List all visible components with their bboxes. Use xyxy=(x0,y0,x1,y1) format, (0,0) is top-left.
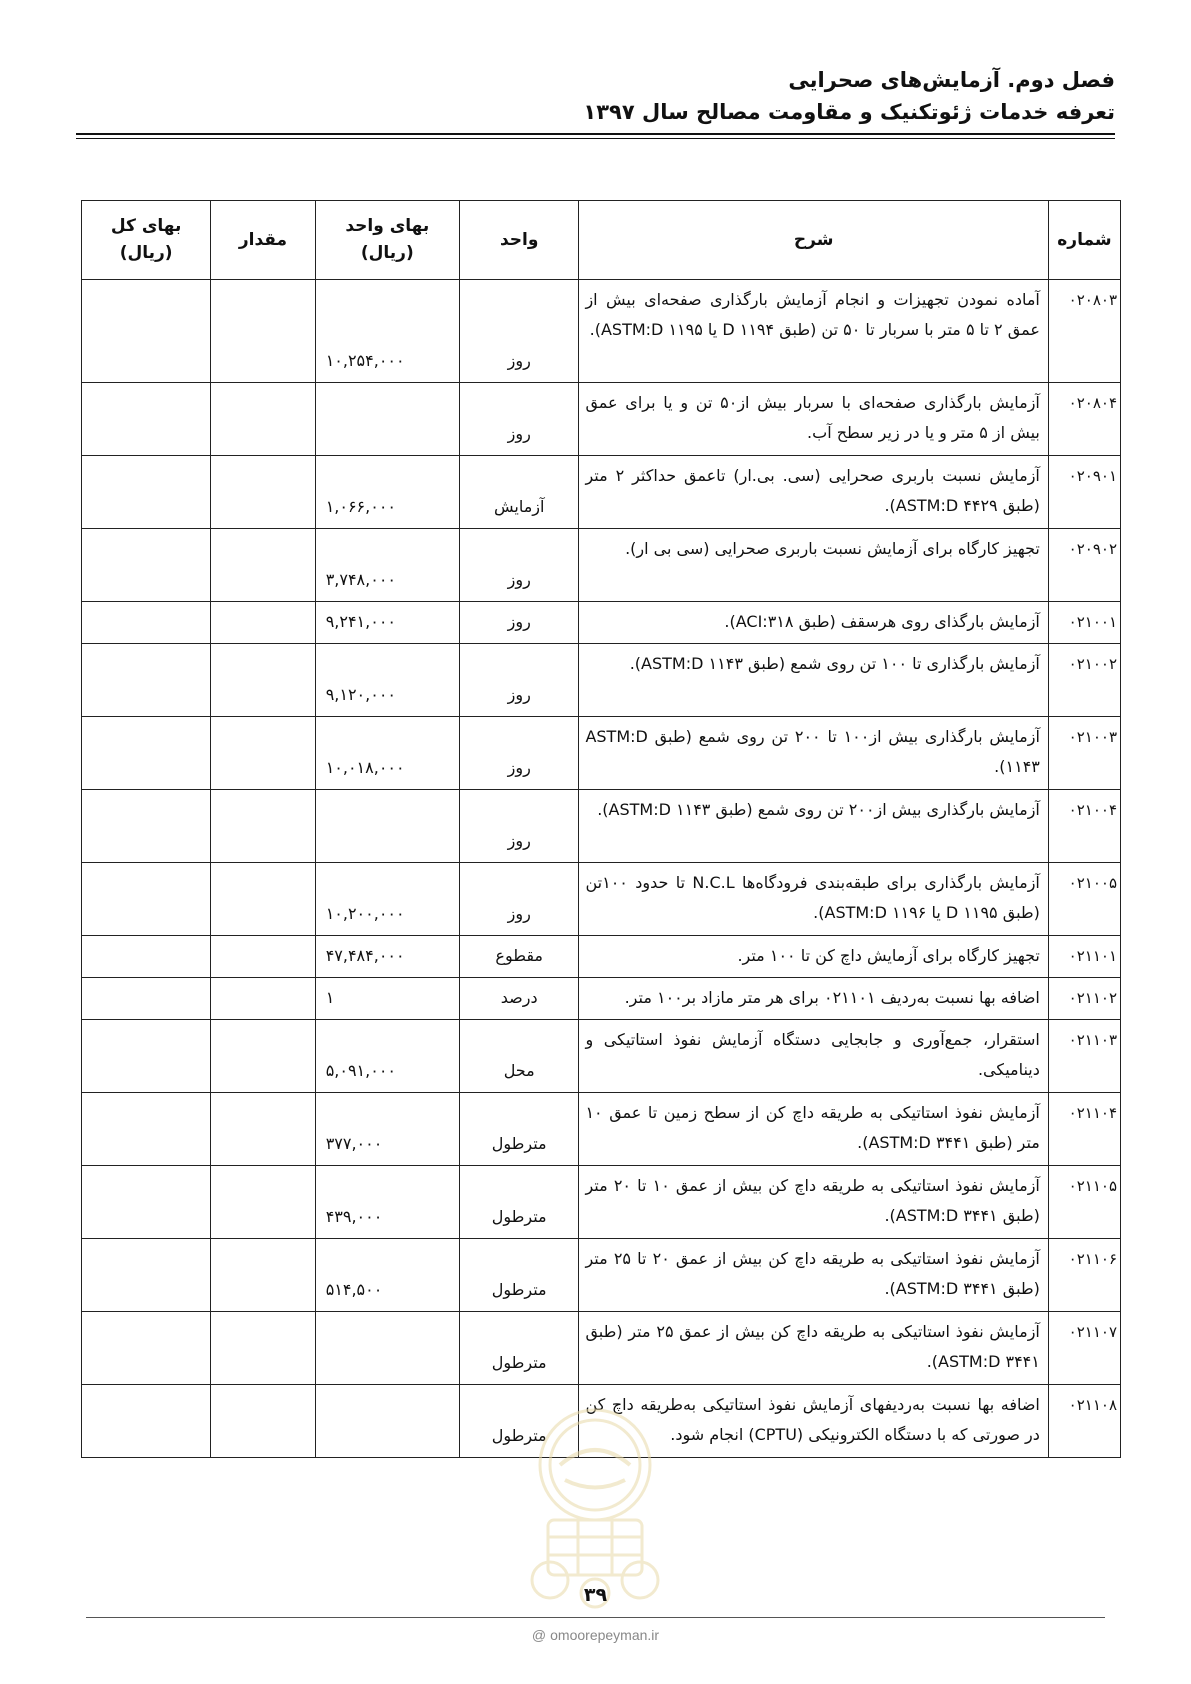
item-unit: روز xyxy=(459,529,579,602)
item-code: ۰۲۱۱۰۵ xyxy=(1048,1166,1120,1239)
item-quantity xyxy=(211,863,315,936)
item-description: آزمایش بارگذاری بیش از۲۰۰ تن روی شمع (طبق ۱۱۴۳ ASTM:D). xyxy=(579,790,1048,863)
item-code: ۰۲۱۱۰۴ xyxy=(1048,1093,1120,1166)
item-quantity xyxy=(211,936,315,978)
item-description: آزمایش نفوذ استاتیکی به طریقه داچ کن بیش از عمق ۲۰ تا ۲۵ متر (طبق ASTM:D ۳۴۴۱). xyxy=(579,1239,1048,1312)
page-header xyxy=(76,64,1115,128)
item-quantity xyxy=(211,280,315,383)
at-icon: @ xyxy=(531,1627,547,1643)
column-header-quantity: مقدار xyxy=(211,201,315,280)
table-row xyxy=(82,1239,1121,1312)
item-code: ۰۲۱۰۰۵ xyxy=(1048,863,1120,936)
column-header-unit: واحد xyxy=(459,201,579,280)
header-rule-thin xyxy=(76,138,1115,139)
item-quantity xyxy=(211,1093,315,1166)
item-unit-price xyxy=(315,790,459,863)
item-description: آزمایش بارگذای روی هرسقف (طبق ACI:۳۱۸). xyxy=(579,602,1048,644)
item-unit: درصد xyxy=(459,978,579,1020)
gear-seal-watermark-icon xyxy=(520,1405,670,1610)
column-header-description: شرح xyxy=(579,201,1048,280)
table-header-row xyxy=(82,201,1121,280)
item-total-price xyxy=(82,863,211,936)
unit-price-label: بهای واحد xyxy=(345,216,430,236)
table-row xyxy=(82,602,1121,644)
item-total-price xyxy=(82,383,211,456)
item-total-price xyxy=(82,1312,211,1385)
item-unit-price: ۵۱۴,۵۰۰ xyxy=(315,1239,459,1312)
item-unit: مترطول xyxy=(459,1239,579,1312)
item-description: آزمایش بارگذاری بیش از۱۰۰ تا ۲۰۰ تن روی شمع (طبق ASTM:D ۱۱۴۳). xyxy=(579,717,1048,790)
chapter-title: فصل دوم. آزمایش‌های صحرایی xyxy=(788,68,1115,92)
item-unit: محل xyxy=(459,1020,579,1093)
item-unit: مترطول xyxy=(459,1166,579,1239)
item-total-price xyxy=(82,1166,211,1239)
item-unit: روز xyxy=(459,383,579,456)
table-row xyxy=(82,383,1121,456)
item-quantity xyxy=(211,978,315,1020)
column-header-code: شماره xyxy=(1048,201,1120,280)
item-total-price xyxy=(82,717,211,790)
table-row xyxy=(82,644,1121,717)
header-rule-thick xyxy=(76,133,1115,135)
item-unit-price: ۱ xyxy=(315,978,459,1020)
item-description: آزمایش بارگذاری صفحه‌ای با سربار بیش از۵۰ تن و یا برای عمق بیش از ۵ متر و یا در زیر سطح آب. xyxy=(579,383,1048,456)
item-description: آزمایش بارگذاری برای طبقه‌بندی فرودگاه‌ها N.C.L تا حدود ۱۰۰تن (طبق D ۱۱۹۵ یا ۱۱۹۶ ASTM:D). xyxy=(579,863,1048,936)
item-unit-price: ۴۳۹,۰۰۰ xyxy=(315,1166,459,1239)
item-total-price xyxy=(82,790,211,863)
item-total-price xyxy=(82,936,211,978)
item-unit: روز xyxy=(459,280,579,383)
item-quantity xyxy=(211,644,315,717)
item-quantity xyxy=(211,1166,315,1239)
item-unit-price: ۳,۷۴۸,۰۰۰ xyxy=(315,529,459,602)
item-unit-price: ۳۷۷,۰۰۰ xyxy=(315,1093,459,1166)
item-code: ۰۲۰۸۰۳ xyxy=(1048,280,1120,383)
item-description: اضافه بها نسبت به‌ردیفهای آزمایش نفوذ استاتیکی به‌طریقه داچ کن در صورتی که با دستگاه الکترونیکی (CPTU) انجام شود. xyxy=(579,1385,1048,1458)
item-description: آزمایش نفوذ استاتیکی به طریقه داچ کن بیش از عمق ۲۵ متر (طبق ASTM:D ۳۴۴۱). xyxy=(579,1312,1048,1385)
item-total-price xyxy=(82,1020,211,1093)
table-row xyxy=(82,1166,1121,1239)
item-unit: روز xyxy=(459,602,579,644)
item-total-price xyxy=(82,1385,211,1458)
item-unit-price xyxy=(315,1312,459,1385)
item-total-price xyxy=(82,1239,211,1312)
footer-rule xyxy=(86,1617,1105,1618)
item-code: ۰۲۱۰۰۲ xyxy=(1048,644,1120,717)
item-code: ۰۲۱۰۰۱ xyxy=(1048,602,1120,644)
item-code: ۰۲۱۱۰۳ xyxy=(1048,1020,1120,1093)
table-row xyxy=(82,1093,1121,1166)
item-code: ۰۲۰۹۰۲ xyxy=(1048,529,1120,602)
item-quantity xyxy=(211,1239,315,1312)
item-unit-price: ۱۰,۲۰۰,۰۰۰ xyxy=(315,863,459,936)
table-row xyxy=(82,790,1121,863)
page-number: ۳۹ xyxy=(583,1584,608,1606)
item-quantity xyxy=(211,1312,315,1385)
item-total-price xyxy=(82,644,211,717)
item-unit-price: ۹,۱۲۰,۰۰۰ xyxy=(315,644,459,717)
table-row xyxy=(82,529,1121,602)
item-quantity xyxy=(211,1020,315,1093)
unit-price-currency: (ریال) xyxy=(360,243,414,263)
item-description: استقرار، جمع‌آوری و جابجایی دستگاه آزمایش نفوذ استاتیکی و دینامیکی. xyxy=(579,1020,1048,1093)
table-body xyxy=(82,280,1121,1458)
item-unit: مترطول xyxy=(459,1093,579,1166)
item-unit: مقطوع xyxy=(459,936,579,978)
item-quantity xyxy=(211,602,315,644)
website-footer xyxy=(0,1627,1191,1643)
item-description: آزمایش بارگذاری تا ۱۰۰ تن روی شمع (طبق ۱۱۴۳ ASTM:D). xyxy=(579,644,1048,717)
item-total-price xyxy=(82,978,211,1020)
item-unit-price: ۱۰,۰۱۸,۰۰۰ xyxy=(315,717,459,790)
book-title: تعرفه خدمات ژئوتکنیک و مقاومت مصالح سال ۱۳۹۷ xyxy=(583,100,1115,124)
item-unit-price xyxy=(315,383,459,456)
table-row xyxy=(82,936,1121,978)
item-code: ۰۲۱۱۰۱ xyxy=(1048,936,1120,978)
table-row xyxy=(82,1020,1121,1093)
item-code: ۰۲۱۱۰۷ xyxy=(1048,1312,1120,1385)
item-total-price xyxy=(82,280,211,383)
column-header-unit-price xyxy=(315,201,459,280)
table-row xyxy=(82,863,1121,936)
website-url: omoorepeyman.ir xyxy=(550,1627,660,1643)
item-code: ۰۲۱۱۰۶ xyxy=(1048,1239,1120,1312)
item-code: ۰۲۰۹۰۱ xyxy=(1048,456,1120,529)
item-description: آزمایش نفوذ استاتیکی به طریقه داچ کن از سطح زمین تا عمق ۱۰ متر (طبق ASTM:D ۳۴۴۱). xyxy=(579,1093,1048,1166)
item-unit-price: ۱۰,۲۵۴,۰۰۰ xyxy=(315,280,459,383)
item-unit-price: ۹,۲۴۱,۰۰۰ xyxy=(315,602,459,644)
item-description: آماده نمودن تجهیزات و انجام آزمایش بارگذاری صفحه‌ای بیش از عمق ۲ تا ۵ متر با سربار تا ۵۰ تن (طبق D ۱۱۹۴ یا ۱۱۹۵ ASTM:D). xyxy=(579,280,1048,383)
item-quantity xyxy=(211,790,315,863)
item-total-price xyxy=(82,602,211,644)
item-unit: روز xyxy=(459,863,579,936)
item-quantity xyxy=(211,383,315,456)
item-description: اضافه بها نسبت به‌ردیف ۰۲۱۱۰۱ برای هر متر مازاد بر۱۰۰ متر. xyxy=(579,978,1048,1020)
item-quantity xyxy=(211,529,315,602)
item-total-price xyxy=(82,529,211,602)
table-row xyxy=(82,280,1121,383)
item-quantity xyxy=(211,456,315,529)
item-description: آزمایش نسبت باربری صحرایی (سی. بی.ار) تاعمق حداکثر ۲ متر (طبق ASTM:D ۴۴۲۹). xyxy=(579,456,1048,529)
table-row xyxy=(82,1312,1121,1385)
item-unit: روز xyxy=(459,717,579,790)
item-code: ۰۲۱۱۰۸ xyxy=(1048,1385,1120,1458)
item-code: ۰۲۱۰۰۳ xyxy=(1048,717,1120,790)
tariff-table xyxy=(81,200,1121,1458)
table-row xyxy=(82,717,1121,790)
item-total-price xyxy=(82,456,211,529)
item-description: تجهیز کارگاه برای آزمایش نسبت باربری صحرایی (سی بی ار). xyxy=(579,529,1048,602)
item-unit-price: ۵,۰۹۱,۰۰۰ xyxy=(315,1020,459,1093)
table-row xyxy=(82,456,1121,529)
item-quantity xyxy=(211,717,315,790)
item-unit: آزمایش xyxy=(459,456,579,529)
item-unit: روز xyxy=(459,790,579,863)
column-header-total-price: بهای کل (ریال) xyxy=(82,201,211,280)
item-description: آزمایش نفوذ استاتیکی به طریقه داچ کن بیش از عمق ۱۰ تا ۲۰ متر (طبق ASTM:D ۳۴۴۱). xyxy=(579,1166,1048,1239)
item-code: ۰۲۱۱۰۲ xyxy=(1048,978,1120,1020)
item-code: ۰۲۰۸۰۴ xyxy=(1048,383,1120,456)
item-quantity xyxy=(211,1385,315,1458)
item-total-price xyxy=(82,1093,211,1166)
item-description: تجهیز کارگاه برای آزمایش داچ کن تا ۱۰۰ متر. xyxy=(579,936,1048,978)
item-unit: روز xyxy=(459,644,579,717)
item-unit-price: ۴۷,۴۸۴,۰۰۰ xyxy=(315,936,459,978)
item-unit-price: ۱,۰۶۶,۰۰۰ xyxy=(315,456,459,529)
item-unit: مترطول xyxy=(459,1312,579,1385)
table-row xyxy=(82,978,1121,1020)
item-code: ۰۲۱۰۰۴ xyxy=(1048,790,1120,863)
item-unit: مترطول xyxy=(459,1385,579,1458)
item-unit-price xyxy=(315,1385,459,1458)
